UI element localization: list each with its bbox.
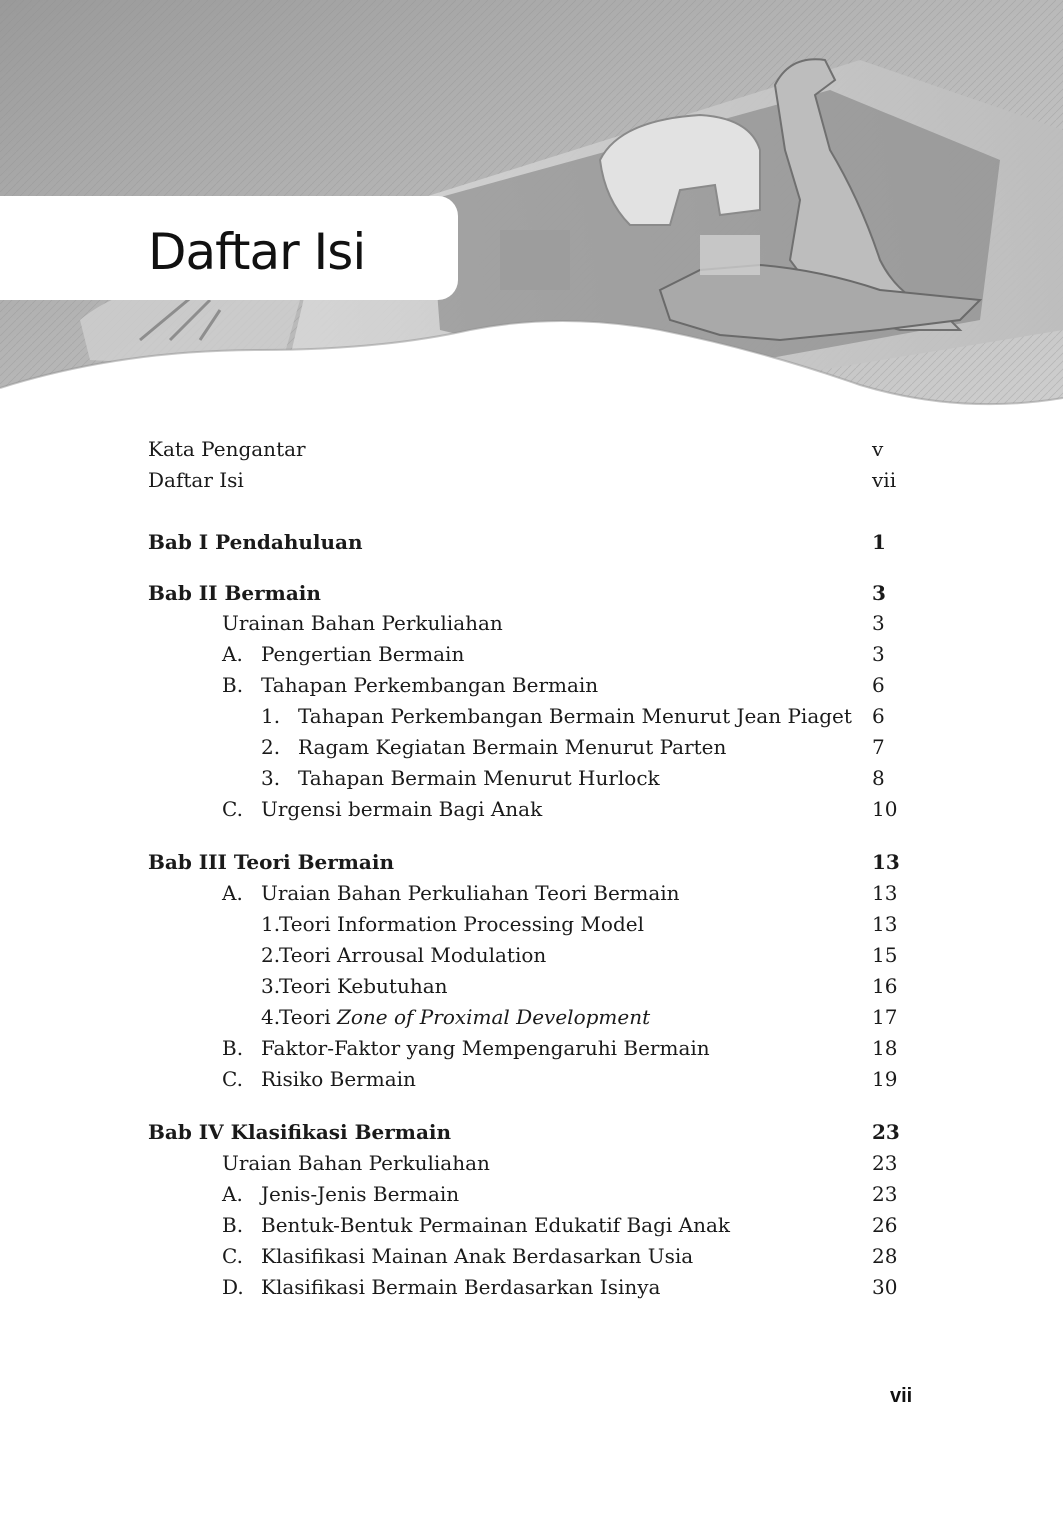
toc-entry-label xyxy=(148,847,394,878)
toc-entry-label xyxy=(279,909,644,940)
toc-entry[interactable] xyxy=(0,639,1063,670)
toc-entry-label-text: Klasifikasi Bermain Berdasarkan Isinya xyxy=(261,1275,661,1299)
toc-entry-marker: C. xyxy=(222,1067,243,1091)
toc-entry-label xyxy=(279,1002,650,1033)
toc-entry-label-text: Bab I Pendahuluan xyxy=(148,530,363,554)
toc-entry[interactable] xyxy=(0,1272,1063,1303)
toc-entry-page: 23 xyxy=(872,1182,898,1206)
toc-entry-label-text: Ragam Kegiatan Bermain Menurut Parten xyxy=(298,735,727,759)
toc-entry-marker: 1. xyxy=(261,912,281,936)
toc-entry-label xyxy=(261,878,680,909)
toc-entry-label-text: Bentuk-Bentuk Permainan Edukatif Bagi Anak xyxy=(261,1213,731,1237)
toc-entry[interactable] xyxy=(0,1117,1063,1148)
toc-entry[interactable] xyxy=(0,1241,1063,1272)
toc-entry-page: 23 xyxy=(872,1151,898,1175)
toc-entry-page: 3 xyxy=(872,611,885,635)
toc-entry-page: 28 xyxy=(872,1244,898,1268)
toc-entry[interactable] xyxy=(0,940,1063,971)
toc-entry[interactable] xyxy=(0,971,1063,1002)
toc-entry-page: v xyxy=(872,437,884,461)
toc-entry-label-text: Bab II Bermain xyxy=(148,581,321,605)
toc-entry-label-text: Klasifikasi Mainan Anak Berdasarkan Usia xyxy=(261,1244,694,1268)
toc-entry-label xyxy=(261,1210,730,1241)
toc-entry-label-text: Bab IV Klasifikasi Bermain xyxy=(148,1120,452,1144)
toc-entry-page: 15 xyxy=(872,943,898,967)
toc-entry-label-text: Urainan Bahan Perkuliahan xyxy=(222,611,503,635)
toc-entry-page: 18 xyxy=(872,1036,898,1060)
toc-entry[interactable] xyxy=(0,608,1063,639)
toc-entry-label xyxy=(279,971,448,1002)
toc-entry-marker: B. xyxy=(222,1036,244,1060)
toc-entry-page: 13 xyxy=(872,850,900,874)
toc-entry-label-text: Uraian Bahan Perkuliahan Teori Bermain xyxy=(261,881,680,905)
page-number: vii xyxy=(890,1385,913,1407)
toc-entry-label-text: Uraian Bahan Perkuliahan xyxy=(222,1151,490,1175)
toc-entry-label-text: Faktor-Faktor yang Mempengaruhi Bermain xyxy=(261,1036,710,1060)
toc-entry-label-text: Kata Pengantar xyxy=(148,437,306,461)
toc-entry-label xyxy=(261,639,464,670)
toc-entry[interactable] xyxy=(0,1210,1063,1241)
toc-entry-page: vii xyxy=(872,468,897,492)
toc-entry[interactable] xyxy=(0,434,1063,465)
toc-entry[interactable] xyxy=(0,527,1063,558)
toc-entry-label xyxy=(279,940,546,971)
toc-entry[interactable] xyxy=(0,732,1063,763)
toc-entry-label xyxy=(298,732,726,763)
toc-entry-marker: A. xyxy=(222,881,243,905)
page-title: Daftar Isi xyxy=(148,223,366,281)
toc-entry-label-text: Teori Arrousal Modulation xyxy=(279,943,547,967)
toc-entry-label xyxy=(261,1272,660,1303)
toc-entry[interactable] xyxy=(0,578,1063,609)
toc-entry-page: 6 xyxy=(872,704,885,728)
toc-entry-marker: D. xyxy=(222,1275,244,1299)
toc-entry-label xyxy=(222,608,503,639)
toc-entry-label xyxy=(261,1064,416,1095)
toc-entry-marker: A. xyxy=(222,1182,243,1206)
toc-entry[interactable] xyxy=(0,1002,1063,1033)
toc-entry-label-text: Jenis-Jenis Bermain xyxy=(261,1182,460,1206)
toc-entry-marker: C. xyxy=(222,1244,243,1268)
toc-entry-label-text: Urgensi bermain Bagi Anak xyxy=(261,797,543,821)
toc-entry-label-text: Pengertian Bermain xyxy=(261,642,465,666)
toc-entry[interactable] xyxy=(0,878,1063,909)
toc-entry-page: 30 xyxy=(872,1275,898,1299)
toc-entry-page: 1 xyxy=(872,530,886,554)
toc-entry-label xyxy=(148,578,321,609)
toc-entry-marker: B. xyxy=(222,673,244,697)
toc-entry-page: 10 xyxy=(872,797,898,821)
toc-entry-label-italic: Zone of Proximal Development xyxy=(336,1005,651,1029)
toc-entry-label xyxy=(148,527,363,558)
toc-entry-marker: B. xyxy=(222,1213,244,1237)
toc-entry-label xyxy=(261,1033,710,1064)
toc-entry-label-text: Bab III Teori Bermain xyxy=(148,850,395,874)
toc-entry[interactable] xyxy=(0,1148,1063,1179)
toc-entry[interactable] xyxy=(0,794,1063,825)
toc-entry-label-text: Tahapan Bermain Menurut Hurlock xyxy=(298,766,660,790)
toc-entry-page: 13 xyxy=(872,881,898,905)
toc-entry[interactable] xyxy=(0,670,1063,701)
toc-entry-page: 3 xyxy=(872,642,885,666)
toc-entry-page: 6 xyxy=(872,673,885,697)
toc-entry-marker: 1. xyxy=(261,704,281,728)
toc-entry-marker: 4. xyxy=(261,1005,281,1029)
toc-entry[interactable] xyxy=(0,847,1063,878)
toc-entry-page: 19 xyxy=(872,1067,898,1091)
toc-entry[interactable] xyxy=(0,1033,1063,1064)
toc-entry-label xyxy=(222,1148,490,1179)
toc-entry-label-text: Teori Kebutuhan xyxy=(279,974,448,998)
toc-entry[interactable] xyxy=(0,1179,1063,1210)
toc-entry-label-text: Daftar Isi xyxy=(148,468,244,492)
toc-entry-page: 23 xyxy=(872,1120,900,1144)
toc-entry-page: 13 xyxy=(872,912,898,936)
toc-entry-marker: C. xyxy=(222,797,243,821)
toc-entry-label xyxy=(261,1179,459,1210)
toc-entry-marker: 2. xyxy=(261,943,281,967)
toc-entry-page: 8 xyxy=(872,766,885,790)
toc-entry-label-text: Tahapan Perkembangan Bermain xyxy=(261,673,599,697)
toc-entry-marker: A. xyxy=(222,642,243,666)
toc-entry-page: 26 xyxy=(872,1213,898,1237)
toc-entry-label xyxy=(298,763,660,794)
toc-entry-label xyxy=(148,1117,451,1148)
toc-entry-label xyxy=(261,1241,693,1272)
toc-entry-marker: 3. xyxy=(261,974,281,998)
toc-entry-label xyxy=(298,701,852,732)
toc-entry[interactable] xyxy=(0,763,1063,794)
toc-entry-label xyxy=(261,794,542,825)
toc-entry[interactable] xyxy=(0,701,1063,732)
toc-entry-marker: 2. xyxy=(261,735,281,759)
toc-entry-page: 7 xyxy=(872,735,885,759)
toc-entry[interactable] xyxy=(0,465,1063,496)
toc-entry-label-text: Teori Information Processing Model xyxy=(279,912,644,936)
toc-entry-label xyxy=(148,434,306,465)
toc-entry-label xyxy=(148,465,244,496)
toc-entry-page: 17 xyxy=(872,1005,898,1029)
toc-entry-label-text: Risiko Bermain xyxy=(261,1067,416,1091)
toc-entry-page: 3 xyxy=(872,581,886,605)
toc-entry-marker: 3. xyxy=(261,766,281,790)
toc-entry-label-text: Tahapan Perkembangan Bermain Menurut Jean Piaget xyxy=(298,704,852,728)
toc-entry-label-text: Teori xyxy=(279,1005,337,1029)
toc-entry-label xyxy=(261,670,598,701)
toc-entry[interactable] xyxy=(0,1064,1063,1095)
toc-entry-page: 16 xyxy=(872,974,898,998)
toc-entry[interactable] xyxy=(0,909,1063,940)
